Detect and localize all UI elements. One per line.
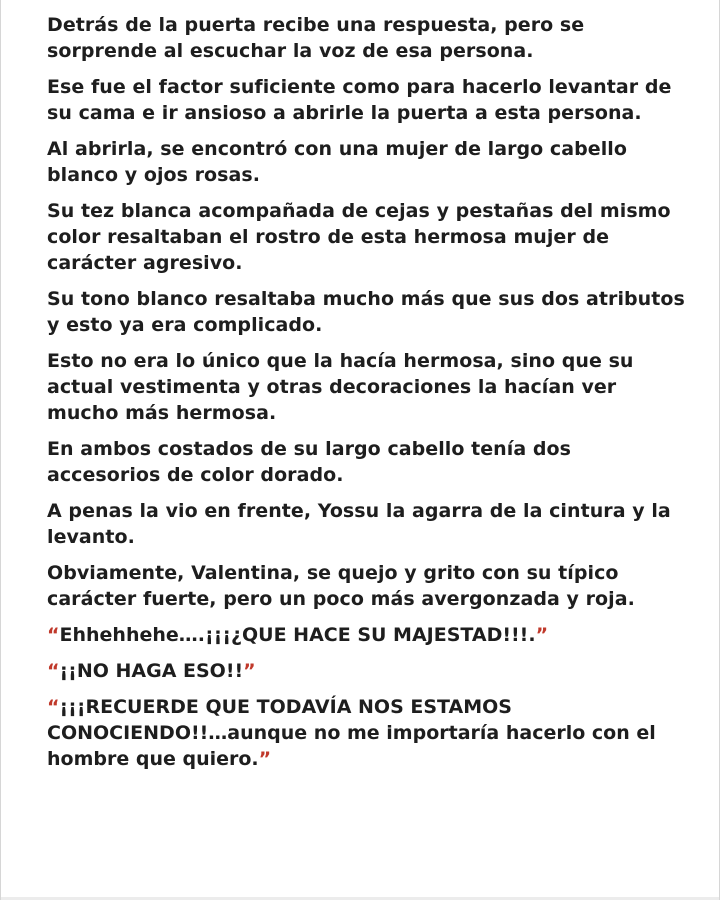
close-quote: ” bbox=[258, 748, 272, 770]
open-quote: “ bbox=[47, 660, 60, 682]
paragraph-5: Su tono blanco resaltaba mucho más que sus dos atributos y esto ya era complicado. bbox=[47, 288, 685, 336]
open-quote: “ bbox=[47, 696, 60, 718]
open-quote: “ bbox=[47, 624, 60, 646]
paragraph-3: Al abrirla, se encontró con una mujer de largo cabello blanco y ojos rosas. bbox=[47, 138, 627, 186]
paragraph-9: Obviamente, Valentina, se quejo y grito con su típico carácter fuerte, pero un poco más avergonzada y roja. bbox=[47, 562, 635, 610]
dialogue-2 bbox=[47, 658, 687, 684]
dialogue-text: Ehhehhehe….¡¡¡¿QUE HACE SU MAJESTAD!!!. bbox=[59, 624, 536, 646]
close-quote: ” bbox=[243, 660, 256, 682]
paragraph-2: Ese fue el factor suficiente como para hacerlo levantar de su cama e ir ansioso a abrirle la puerta a esta persona. bbox=[47, 76, 672, 124]
close-quote: ” bbox=[535, 624, 549, 646]
paragraph-4: Su tez blanca acompañada de cejas y pestañas del mismo color resaltaban el rostro de esta hermosa mujer de carácter agresivo. bbox=[47, 200, 671, 274]
dialogue-3 bbox=[47, 694, 687, 772]
paragraph-8: A penas la vio en frente, Yossu la agarra de la cintura y la levanto. bbox=[47, 500, 671, 548]
dialogue-1 bbox=[47, 622, 687, 648]
paragraph-6: Esto no era lo único que la hacía hermosa, sino que su actual vestimenta y otras decoraciones la hacían ver mucho más hermosa. bbox=[47, 350, 634, 424]
paragraph-7: En ambos costados de su largo cabello tenía dos accesorios de color dorado. bbox=[47, 438, 571, 486]
paragraph-1: Detrás de la puerta recibe una respuesta, pero se sorprende al escuchar la voz de esa persona. bbox=[47, 14, 585, 62]
dialogue-text: ¡¡NO HAGA ESO!! bbox=[59, 660, 244, 682]
dialogue-text: ¡¡¡RECUERDE QUE TODAVÍA NOS ESTAMOS CONOCIENDO!!…aunque no me importaría hacerlo con el hombre que quiero. bbox=[47, 696, 656, 770]
document-body bbox=[47, 12, 687, 782]
